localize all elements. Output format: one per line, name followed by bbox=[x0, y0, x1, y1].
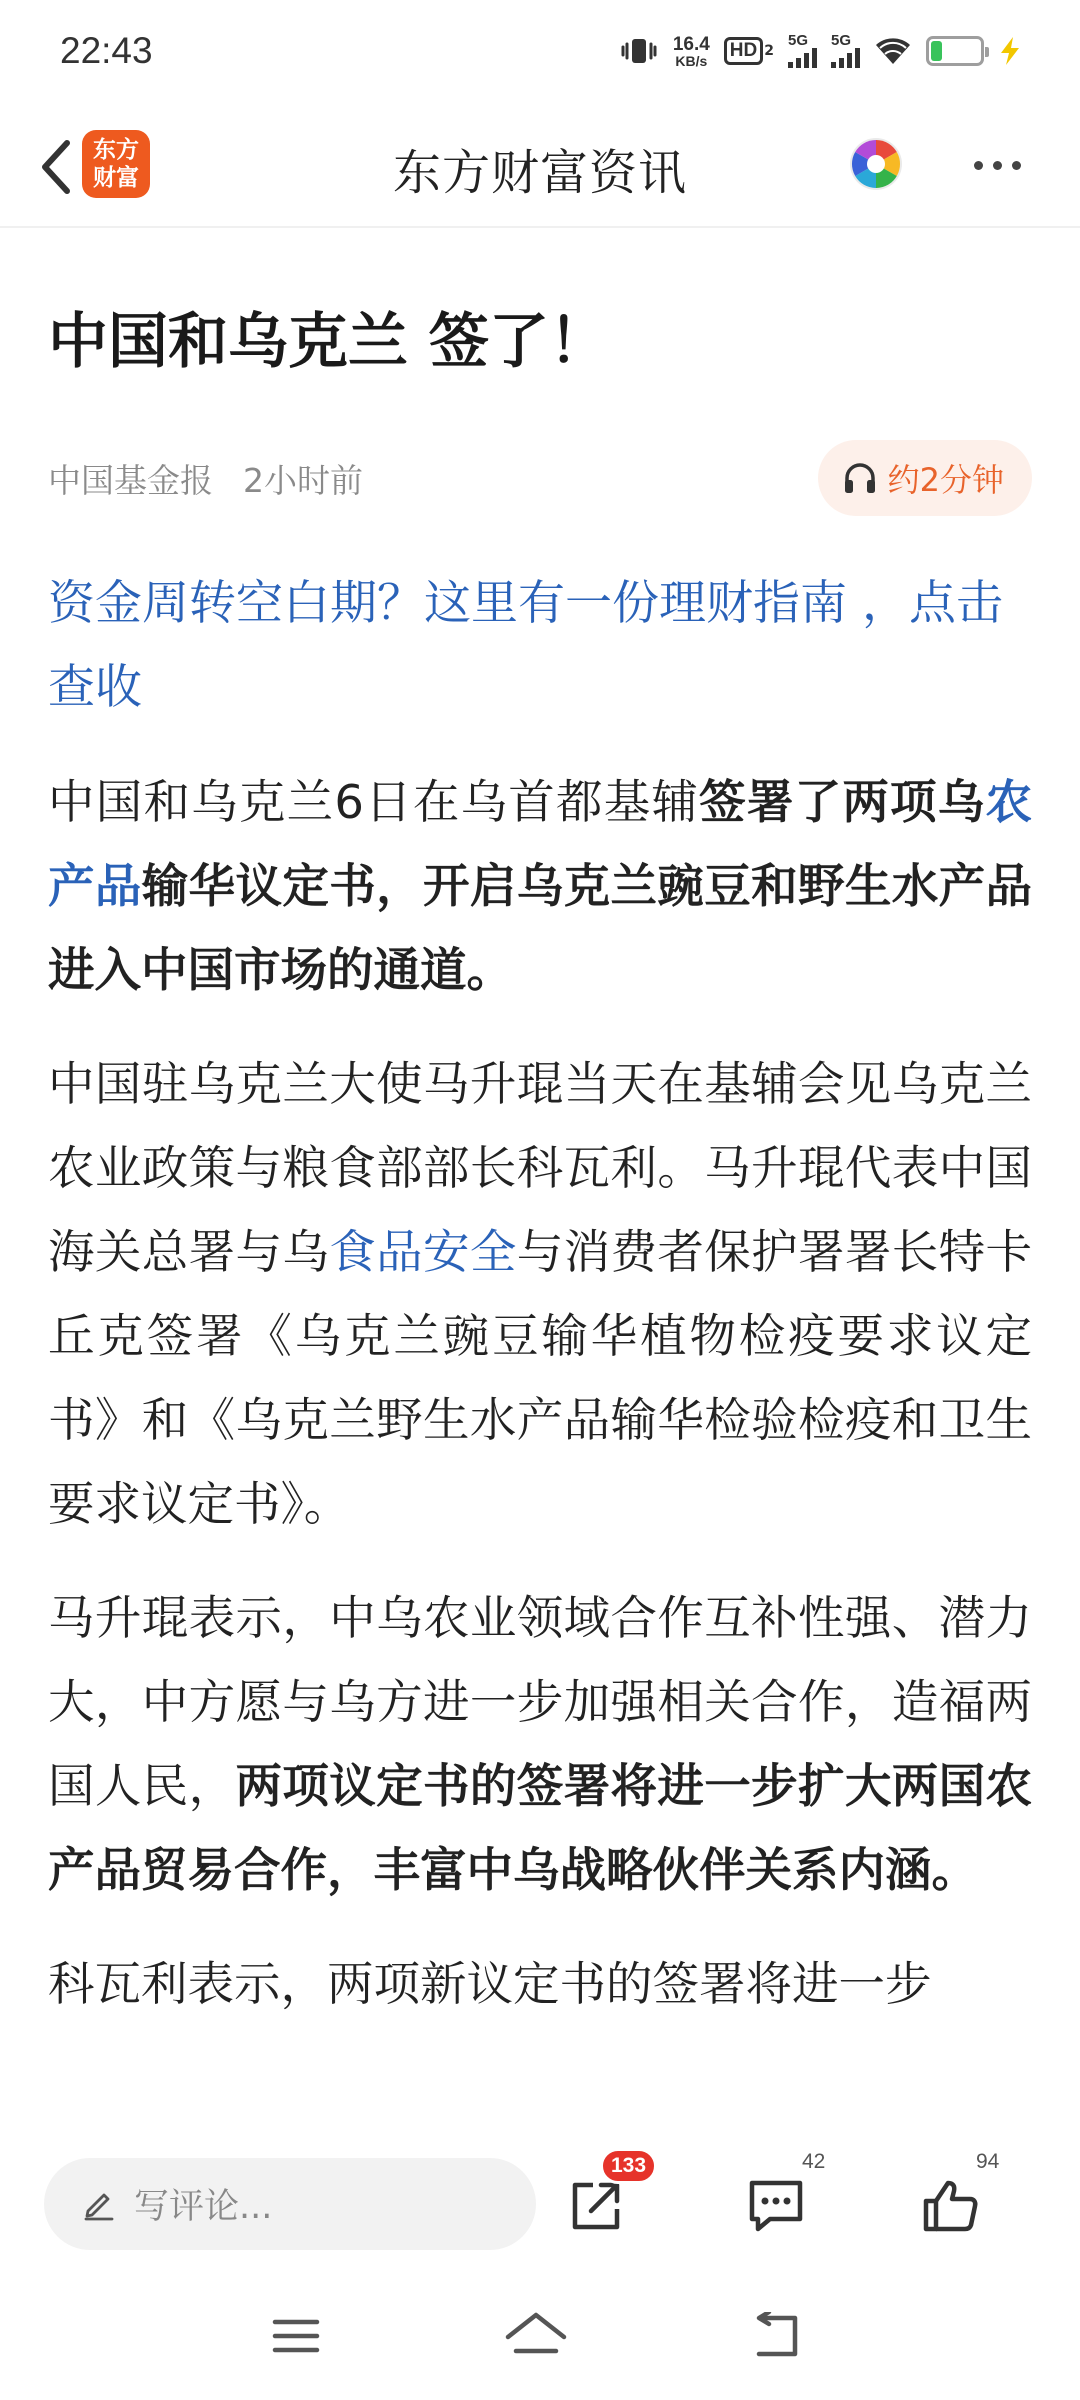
home-icon bbox=[504, 2311, 568, 2361]
paragraph-3 bbox=[48, 1576, 1032, 1912]
menu-button[interactable] bbox=[246, 2298, 346, 2374]
network-speed bbox=[673, 35, 710, 68]
menu-icon bbox=[271, 2316, 321, 2356]
home-button[interactable] bbox=[486, 2298, 586, 2374]
network-speed-unit: KB/s bbox=[675, 52, 708, 69]
share-icon bbox=[567, 2177, 625, 2235]
sim1-network-type: 5G bbox=[788, 32, 809, 49]
p1-text-a: 中国和乌克兰6日在乌首都基辅 bbox=[48, 775, 700, 829]
listen-duration: 约2分钟 bbox=[887, 461, 1004, 499]
comment-bar bbox=[0, 2130, 1080, 2270]
promo-link[interactable]: 资金周转空白期？这里有一份理财指南 ，点击查收 bbox=[48, 576, 1003, 715]
sim2-signal-icon bbox=[831, 34, 860, 68]
comments-button[interactable] bbox=[736, 2150, 826, 2244]
listen-button[interactable] bbox=[818, 440, 1032, 516]
hd-sub: 2 bbox=[764, 43, 774, 59]
article-body bbox=[48, 228, 1032, 2130]
aperture-icon bbox=[848, 136, 904, 192]
logo-line-2: 财富 bbox=[93, 165, 139, 191]
p2-text-a: 中国驻乌克兰大使马升琨当天在基辅会见乌克兰农业政策与粮食部部长科瓦利。马升琨代表中国海关总署与乌 bbox=[48, 1057, 1032, 1279]
more-button[interactable] bbox=[962, 140, 1032, 190]
like-button[interactable] bbox=[910, 2150, 1000, 2244]
article-time: 2小时前 bbox=[243, 460, 363, 500]
vibrate-icon bbox=[619, 35, 659, 67]
keyword-link-agri[interactable]: 农产品 bbox=[48, 775, 1032, 913]
back-arrow-icon bbox=[37, 137, 77, 197]
network-speed-value: 16.4 bbox=[672, 33, 710, 55]
paragraph-1 bbox=[48, 760, 1032, 1012]
p1-bold-a: 签署了两项乌 bbox=[699, 775, 986, 829]
article-source[interactable]: 中国基金报 bbox=[48, 460, 213, 500]
paragraph-4: 科瓦利表示，两项新议定书的签署将进一步 bbox=[48, 1957, 932, 2011]
comment-icon bbox=[746, 2177, 806, 2235]
aperture-button[interactable] bbox=[848, 136, 904, 192]
comment-count: 42 bbox=[802, 2150, 826, 2173]
article-title: 中国和乌克兰 签了！ bbox=[48, 307, 609, 377]
thumbs-up-icon bbox=[920, 2177, 980, 2235]
p3-bold: 两项议定书的签署将进一步扩大两国农产品贸易合作，丰富中乌战略伙伴关系内涵。 bbox=[48, 1759, 1032, 1897]
p2-text-b: 与消费者保护署署长特卡丘克签署《乌克兰豌豆输华植物检疫要求议定书》和《乌克兰野生水产品输华检验检疫和卫生要求议定书》。 bbox=[48, 1225, 1032, 1531]
battery-icon bbox=[926, 36, 984, 66]
page-title: 东方财富资讯 bbox=[392, 145, 687, 201]
app-logo[interactable] bbox=[82, 130, 150, 198]
more-icon bbox=[974, 161, 983, 170]
battery-level: 22 bbox=[944, 40, 966, 61]
status-bar bbox=[0, 0, 1080, 110]
charging-icon bbox=[998, 36, 1022, 66]
sim1-signal-icon bbox=[788, 34, 817, 68]
paragraph-2 bbox=[48, 1042, 1032, 1546]
article-meta bbox=[48, 440, 1032, 516]
comment-input[interactable] bbox=[44, 2158, 536, 2250]
p1-bold-b: 输华议定书，开启乌克兰豌豆和野生水产品进入中国市场的通道。 bbox=[48, 859, 1032, 997]
like-count: 94 bbox=[976, 2150, 1000, 2173]
logo-line-1: 东方 bbox=[93, 137, 139, 163]
wifi-icon bbox=[874, 36, 912, 66]
status-time: 22:43 bbox=[60, 30, 153, 71]
sim2-network-type: 5G bbox=[831, 32, 852, 49]
share-button[interactable] bbox=[556, 2154, 647, 2244]
keyword-link-food-safety[interactable]: 食品安全 bbox=[329, 1225, 517, 1279]
system-nav-bar bbox=[0, 2270, 1080, 2400]
share-count-badge: 133 bbox=[600, 2148, 657, 2184]
nav-back-button[interactable] bbox=[726, 2298, 826, 2374]
pencil-icon bbox=[82, 2187, 116, 2221]
status-icons bbox=[619, 34, 1022, 68]
app-header bbox=[0, 110, 1080, 228]
headphones-icon bbox=[842, 461, 878, 495]
comment-placeholder: 写评论... bbox=[134, 2187, 273, 2227]
back-icon bbox=[749, 2312, 803, 2360]
hd-voice-indicator bbox=[724, 37, 774, 65]
p3-text-a: 马升琨表示，中乌农业领域合作互补性强、潜力大，中方愿与乌方进一步加强相关合作，造福两国人民， bbox=[48, 1591, 1032, 1813]
hd-label: HD bbox=[724, 37, 763, 65]
